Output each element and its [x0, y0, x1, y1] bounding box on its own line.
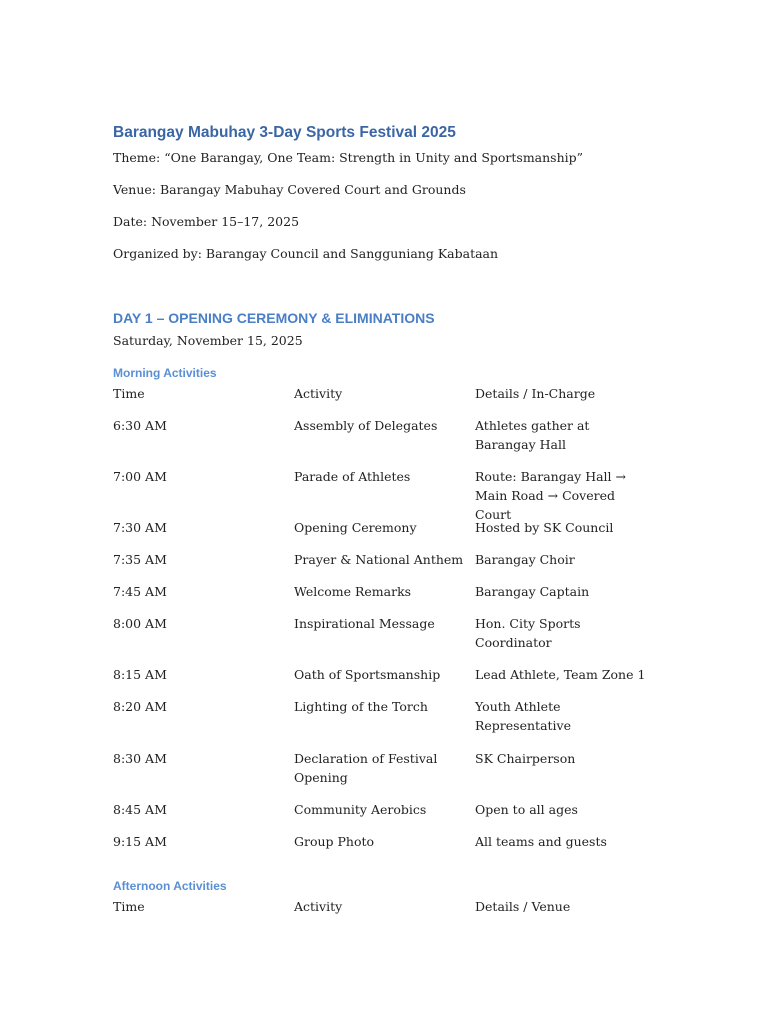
row-details: Lead Athlete, Team Zone 1 — [475, 667, 646, 682]
column-header-time: Time — [113, 386, 145, 401]
row-time: 8:20 AM — [113, 699, 167, 714]
row-activity: Community Aerobics — [294, 802, 427, 817]
day1-date: Saturday, November 15, 2025 — [113, 333, 303, 348]
row-time: 7:35 AM — [113, 552, 167, 567]
organizer-line: Organized by: Barangay Council and Sangguniang Kabataan — [113, 246, 499, 261]
row-details: Hon. City Sports Coordinator — [475, 616, 581, 650]
row-activity: Parade of Athletes — [294, 469, 411, 484]
row-details: Barangay Choir — [475, 552, 575, 567]
row-details: All teams and guests — [475, 834, 607, 849]
day1-heading: DAY 1 – OPENING CEREMONY & ELIMINATIONS — [113, 310, 435, 326]
row-details: Route: Barangay Hall → Main Road → Covered Court — [475, 469, 626, 522]
row-details: SK Chairperson — [475, 751, 576, 766]
row-time: 8:45 AM — [113, 802, 167, 817]
venue-line: Venue: Barangay Mabuhay Covered Court and Grounds — [113, 182, 466, 197]
column-header-details: Details / In-Charge — [475, 386, 596, 401]
column-header-time: Time — [113, 899, 145, 914]
row-activity: Group Photo — [294, 834, 375, 849]
column-header-activity: Activity — [294, 899, 343, 914]
column-header-activity: Activity — [294, 386, 343, 401]
row-activity: Prayer & National Anthem — [294, 552, 464, 567]
afternoon-activities-heading: Afternoon Activities — [113, 879, 227, 893]
row-details: Hosted by SK Council — [475, 520, 614, 535]
row-time: 8:00 AM — [113, 616, 167, 631]
row-time: 7:30 AM — [113, 520, 167, 535]
row-details: Barangay Captain — [475, 584, 590, 599]
morning-activities-heading: Morning Activities — [113, 366, 217, 380]
row-time: 8:30 AM — [113, 751, 167, 766]
row-activity: Opening Ceremony — [294, 520, 417, 535]
row-activity: Inspirational Message — [294, 616, 435, 631]
row-details: Athletes gather at Barangay Hall — [475, 418, 590, 452]
theme-line: Theme: “One Barangay, One Team: Strength in Unity and Sportsmanship” — [113, 150, 584, 165]
column-header-details: Details / Venue — [475, 899, 571, 914]
row-time: 7:45 AM — [113, 584, 167, 599]
row-time: 9:15 AM — [113, 834, 167, 849]
row-activity: Lighting of the Torch — [294, 699, 428, 714]
row-time: 7:00 AM — [113, 469, 167, 484]
document-title: Barangay Mabuhay 3-Day Sports Festival 2025 — [113, 124, 456, 141]
row-details: Youth Athlete Representative — [475, 699, 572, 733]
row-activity: Declaration of Festival Opening — [294, 751, 438, 785]
row-time: 8:15 AM — [113, 667, 167, 682]
row-time: 6:30 AM — [113, 418, 167, 433]
row-activity: Welcome Remarks — [294, 584, 412, 599]
row-activity: Assembly of Delegates — [294, 418, 438, 433]
date-line: Date: November 15–17, 2025 — [113, 214, 300, 229]
row-activity: Oath of Sportsmanship — [294, 667, 441, 682]
row-details: Open to all ages — [475, 802, 578, 817]
